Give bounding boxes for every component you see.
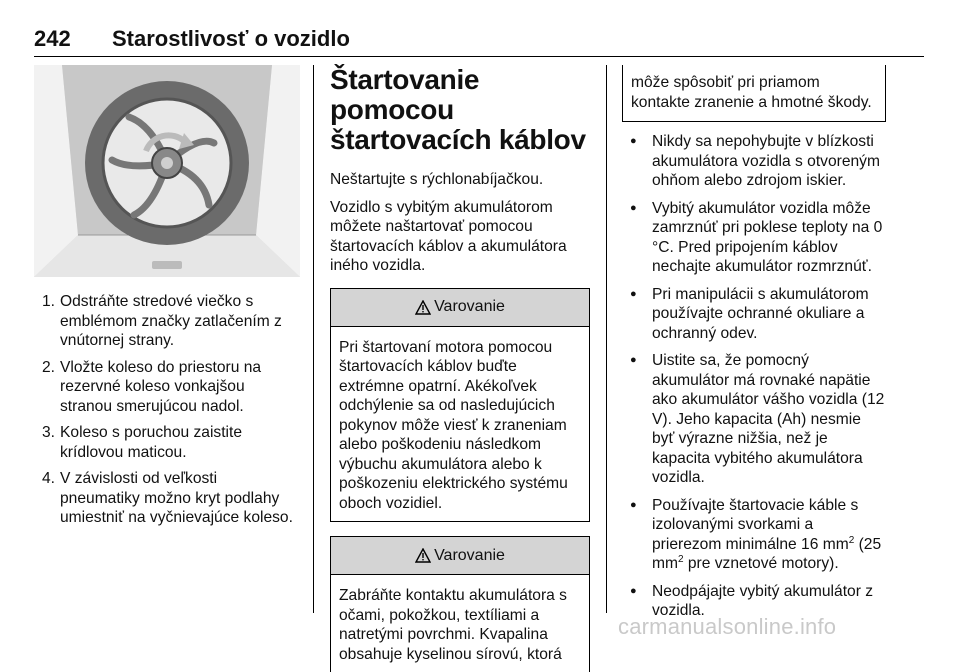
warning-box [330, 288, 590, 523]
steps-list [34, 292, 300, 528]
column-right [622, 65, 886, 629]
list-item: 4. V závislosti od veľkosti pneumatiky možno kryt podlahy umiestniť na vyčnievajúce koleso. [42, 470, 293, 526]
paragraph: Vozidlo s vybitým akumulátorom môžete naštartovať pomocou štartovacích káblov a akumulátora iného vozidla. [330, 198, 567, 274]
column-middle [330, 65, 590, 672]
list-item: 1. Odstráňte stredové viečko s emblémom značky zatlačením z vnútornej strany. [42, 293, 282, 349]
column-left [34, 65, 300, 535]
column-divider-1 [313, 65, 314, 613]
warning-header [331, 289, 589, 327]
section-title: Starostlivosť o vozidlo [112, 26, 350, 51]
page-number: 242 [34, 26, 71, 51]
warning-continuation: môže spôsobiť pri priamom kontakte zranenie a hmotné škody. [622, 65, 886, 122]
list-item: ● Vybitý akumulátor vozidla môže zamrznúť pri poklese teploty na 0 °C. Pred pripojením káblov nechajte akumulátor rozmrznúť. [622, 199, 886, 277]
paragraph: Neštartujte s rýchlonabíjačkou. [330, 171, 544, 188]
page-header [34, 20, 924, 57]
warning-text: Pri štartovaní motora pomocou štartovacích káblov buďte extrémne opatrní. Akékoľvek odchýlenie sa od nasledujúcich pokynov môže viesť k zraneniam alebo poškodeniu následkom výbuchu akumulátora alebo k poškozeniu elektrického systému oboch vozidiel. [339, 338, 568, 512]
list-item: 2. Vložte koleso do priestoru na rezervné koleso vonkajšou stranou smerujúcou nadol. [42, 358, 262, 415]
list-item: 3. Koleso s poruchou zaistite krídlovou maticou. [42, 424, 243, 461]
bullet-list [622, 132, 886, 621]
warning-title: Varovanie [434, 298, 505, 315]
column-divider-2 [606, 65, 607, 613]
warning-header [331, 537, 589, 575]
warning-box [330, 536, 590, 672]
warning-triangle-icon [415, 548, 431, 563]
warning-text: Zabráňte kontaktu akumulátora s očami, pokožkou, textíliami a natretými povrchmi. Kvapalina obsahuje kyselinou sírovú, ktorá [339, 587, 567, 663]
watermark: carmanualsonline.info [618, 614, 837, 639]
warning-title: Varovanie [434, 546, 505, 564]
list-item: ● Uistite sa, že pomocný akumulátor má rovnaké napätie ako akumulátor vášho vozidla (12 V). Jeho kapacita (Ah) nesmie byť výrazne nižšia, než je kapacita vybitého akumulátora vozidla. [622, 351, 886, 488]
section-heading: Štartovanie pomocou štartovacích káblov [330, 64, 586, 155]
list-item: ● Používajte štartovacie káble s izolovanými svorkami a prierezom minimálne 16 $mm^2$ (25 $mm^2$ pre vznetové motory). [622, 496, 886, 574]
list-item: ● Nikdy sa nepohybujte v blízkosti akumulátora vozidla s otvoreným ohňom alebo zdrojom iskier. [622, 132, 886, 191]
warning-triangle-icon [415, 300, 431, 315]
spare-wheel-illustration [34, 65, 300, 277]
list-item: ● Neodpájajte vybitý akumulátor z vozidla. [622, 582, 886, 621]
list-item: ● Pri manipulácii s akumulátorom používajte ochranné okuliare a ochranný odev. [622, 285, 886, 344]
